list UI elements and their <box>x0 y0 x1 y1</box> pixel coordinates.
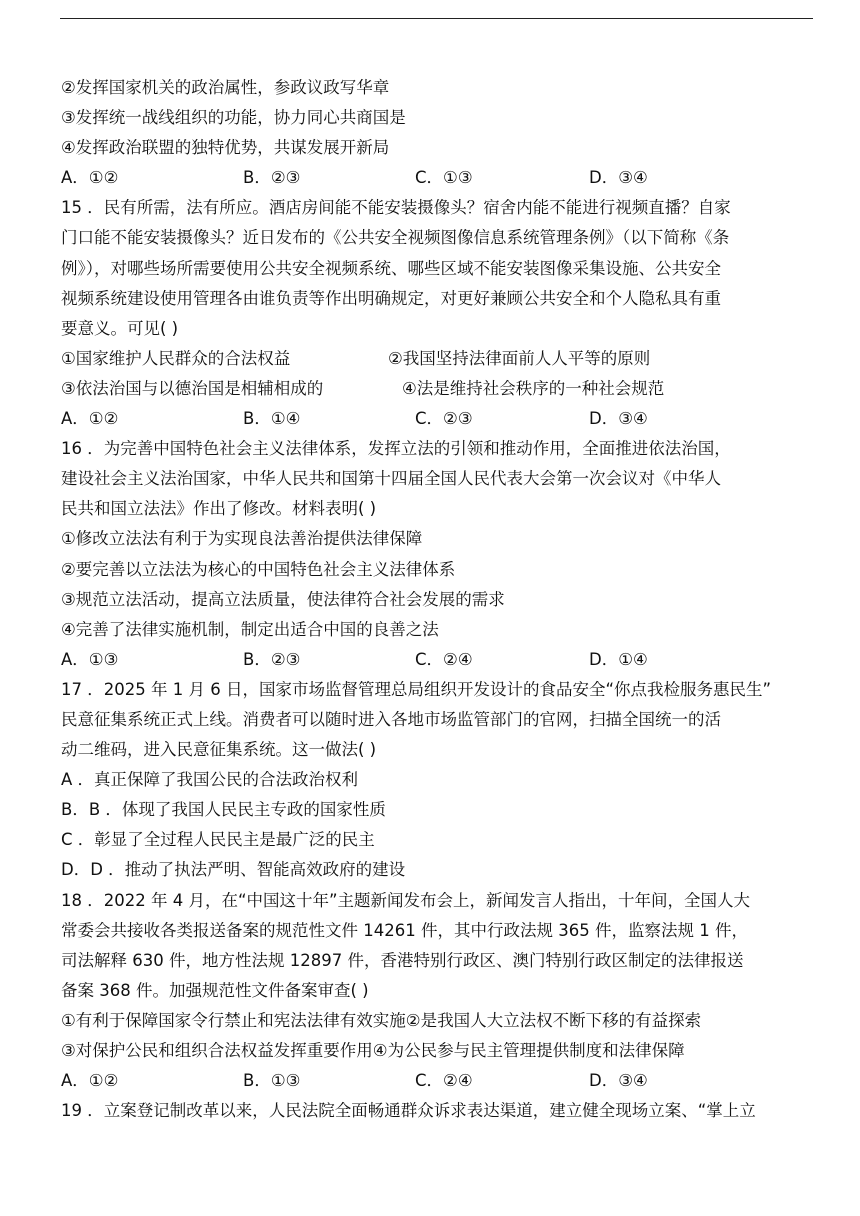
q14-choice-a: A．①② <box>61 168 119 188</box>
q15-options-row <box>61 344 813 374</box>
q16-option-3: ③规范立法活动，提高立法质量，使法律符合社会发展的需求 <box>61 589 505 609</box>
q17-choice-d: D．D ．推动了执法严明、智能高效政府的建设 <box>61 860 406 880</box>
q17-stem-line: 17 ．2025 年 1 月 6 日，国家市场监督管理总局组织开发设计的食品安全“你点我检服务惠民生” <box>61 679 772 699</box>
q15-option-4: ④法是维持社会秩序的一种社会规范 <box>402 378 665 398</box>
q16-stem-line: 建设社会主义法治国家，中华人民共和国第十四届全国人民代表大会第一次会议对《中华人 <box>61 469 721 489</box>
q18-stem-line: 18 ．2022 年 4 月，在“中国这十年”主题新闻发布会上，新闻发言人指出，十年间，全国人大 <box>61 890 751 910</box>
q16-choice-b: B．②③ <box>243 649 301 669</box>
q15-choice-a: A．①② <box>61 409 119 429</box>
q14-option-3: ③发挥统一战线组织的功能，协力同心共商国是 <box>61 108 406 128</box>
question-15 <box>61 193 813 434</box>
q18-options-1-2: ①有利于保障国家令行禁止和宪法法律有效实施②是我国人大立法权不断下移的有益探索 <box>61 1010 702 1030</box>
q18-stem-line: 备案 368 件。加强规范性文件备案审查( ) <box>61 980 369 1000</box>
q16-option-1: ①修改立法法有利于为实现良法善治提供法律保障 <box>61 529 423 549</box>
q18-choice-b: B．①③ <box>243 1071 301 1091</box>
q15-choices <box>61 404 813 434</box>
q15-option-2: ②我国坚持法律面前人人平等的原则 <box>388 348 651 368</box>
q19-stem-line: 19 ．立案登记制改革以来，人民法院全面畅通群众诉求表达渠道，建立健全现场立案、“掌上立 <box>61 1101 756 1121</box>
q14-choice-d: D．③④ <box>589 168 648 188</box>
q15-choice-c: C．②③ <box>415 409 473 429</box>
q14-choice-c: C．①③ <box>415 168 473 188</box>
q18-choices <box>61 1066 813 1096</box>
question-16 <box>61 434 813 675</box>
q17-stem-line: 动二维码，进入民意征集系统。这一做法( ) <box>61 740 377 760</box>
q15-options-row <box>61 374 813 404</box>
q17-choice-c: C ．彰显了全过程人民民主是最广泛的民主 <box>61 830 375 850</box>
header-rule <box>60 18 813 19</box>
question-19 <box>61 1096 813 1126</box>
q15-stem-line: 15 ．民有所需，法有所应。酒店房间能不能安装摄像头？宿舍内能不能进行视频直播？自家 <box>61 198 731 218</box>
q15-stem-line: 视频系统建设使用管理各由谁负责等作出明确规定，对更好兼顾公共安全和个人隐私具有重 <box>61 288 721 308</box>
q15-stem-line: 门口能不能安装摄像头？近日发布的《公共安全视频图像信息系统管理条例》（以下简称《条 <box>61 228 730 248</box>
q16-choice-a: A．①③ <box>61 649 119 669</box>
q15-choice-b: B．①④ <box>243 409 301 429</box>
q18-choice-d: D．③④ <box>589 1071 648 1091</box>
q15-stem-line: 例》），对哪些场所需要使用公共安全视频系统、哪些区域不能安装图像采集设施、公共安全 <box>61 258 721 278</box>
q17-stem-line: 民意征集系统正式上线。消费者可以随时进入各地市场监管部门的官网，扫描全国统一的活 <box>61 709 721 729</box>
q15-option-3: ③依法治国与以德治国是相辅相成的 <box>61 378 324 398</box>
q16-stem-line: 民共和国立法法》作出了修改。材料表明( ) <box>61 499 377 519</box>
q18-stem-line: 司法解释 630 件，地方性法规 12897 件，香港特别行政区、澳门特别行政区制定的法律报送 <box>61 950 744 970</box>
q18-choice-a: A．①② <box>61 1071 119 1091</box>
q14-option-4: ④发挥政治联盟的独特优势，共谋发展开新局 <box>61 138 390 158</box>
q16-stem-line: 16 ．为完善中国特色社会主义法律体系，发挥立法的引领和推动作用，全面推进依法治国， <box>61 439 731 459</box>
document-body <box>61 73 813 1126</box>
q16-choice-d: D．①④ <box>589 649 648 669</box>
q18-options-3-4: ③对保护公民和组织合法权益发挥重要作用④为公民参与民主管理提供制度和法律保障 <box>61 1041 685 1060</box>
q14-option-2: ②发挥国家机关的政治属性，参政议政写华章 <box>61 78 390 97</box>
q18-stem-line: 常委会共接收各类报送备案的规范性文件 14261 件，其中行政法规 365 件，监察法规 1 件， <box>61 920 748 940</box>
q14-choice-b: B．②③ <box>243 168 301 188</box>
q18-choice-c: C．②④ <box>415 1071 473 1091</box>
q14-choices <box>61 163 813 193</box>
q16-choice-c: C．②④ <box>415 649 473 669</box>
q16-choices <box>61 645 813 675</box>
question-17 <box>61 675 813 886</box>
q17-choice-a: A ．真正保障了我国公民的合法政治权利 <box>61 770 359 790</box>
q16-option-4: ④完善了法律实施机制，制定出适合中国的良善之法 <box>61 619 439 639</box>
q15-stem-line: 要意义。可见( ) <box>61 318 179 338</box>
q17-choice-b: B．B ．体现了我国人民民主专政的国家性质 <box>61 800 386 820</box>
question-18 <box>61 886 813 1097</box>
q15-choice-d: D．③④ <box>589 409 648 429</box>
q15-option-1: ①国家维护人民群众的合法权益 <box>61 348 291 368</box>
q16-option-2: ②要完善以立法法为核心的中国特色社会主义法律体系 <box>61 559 456 579</box>
